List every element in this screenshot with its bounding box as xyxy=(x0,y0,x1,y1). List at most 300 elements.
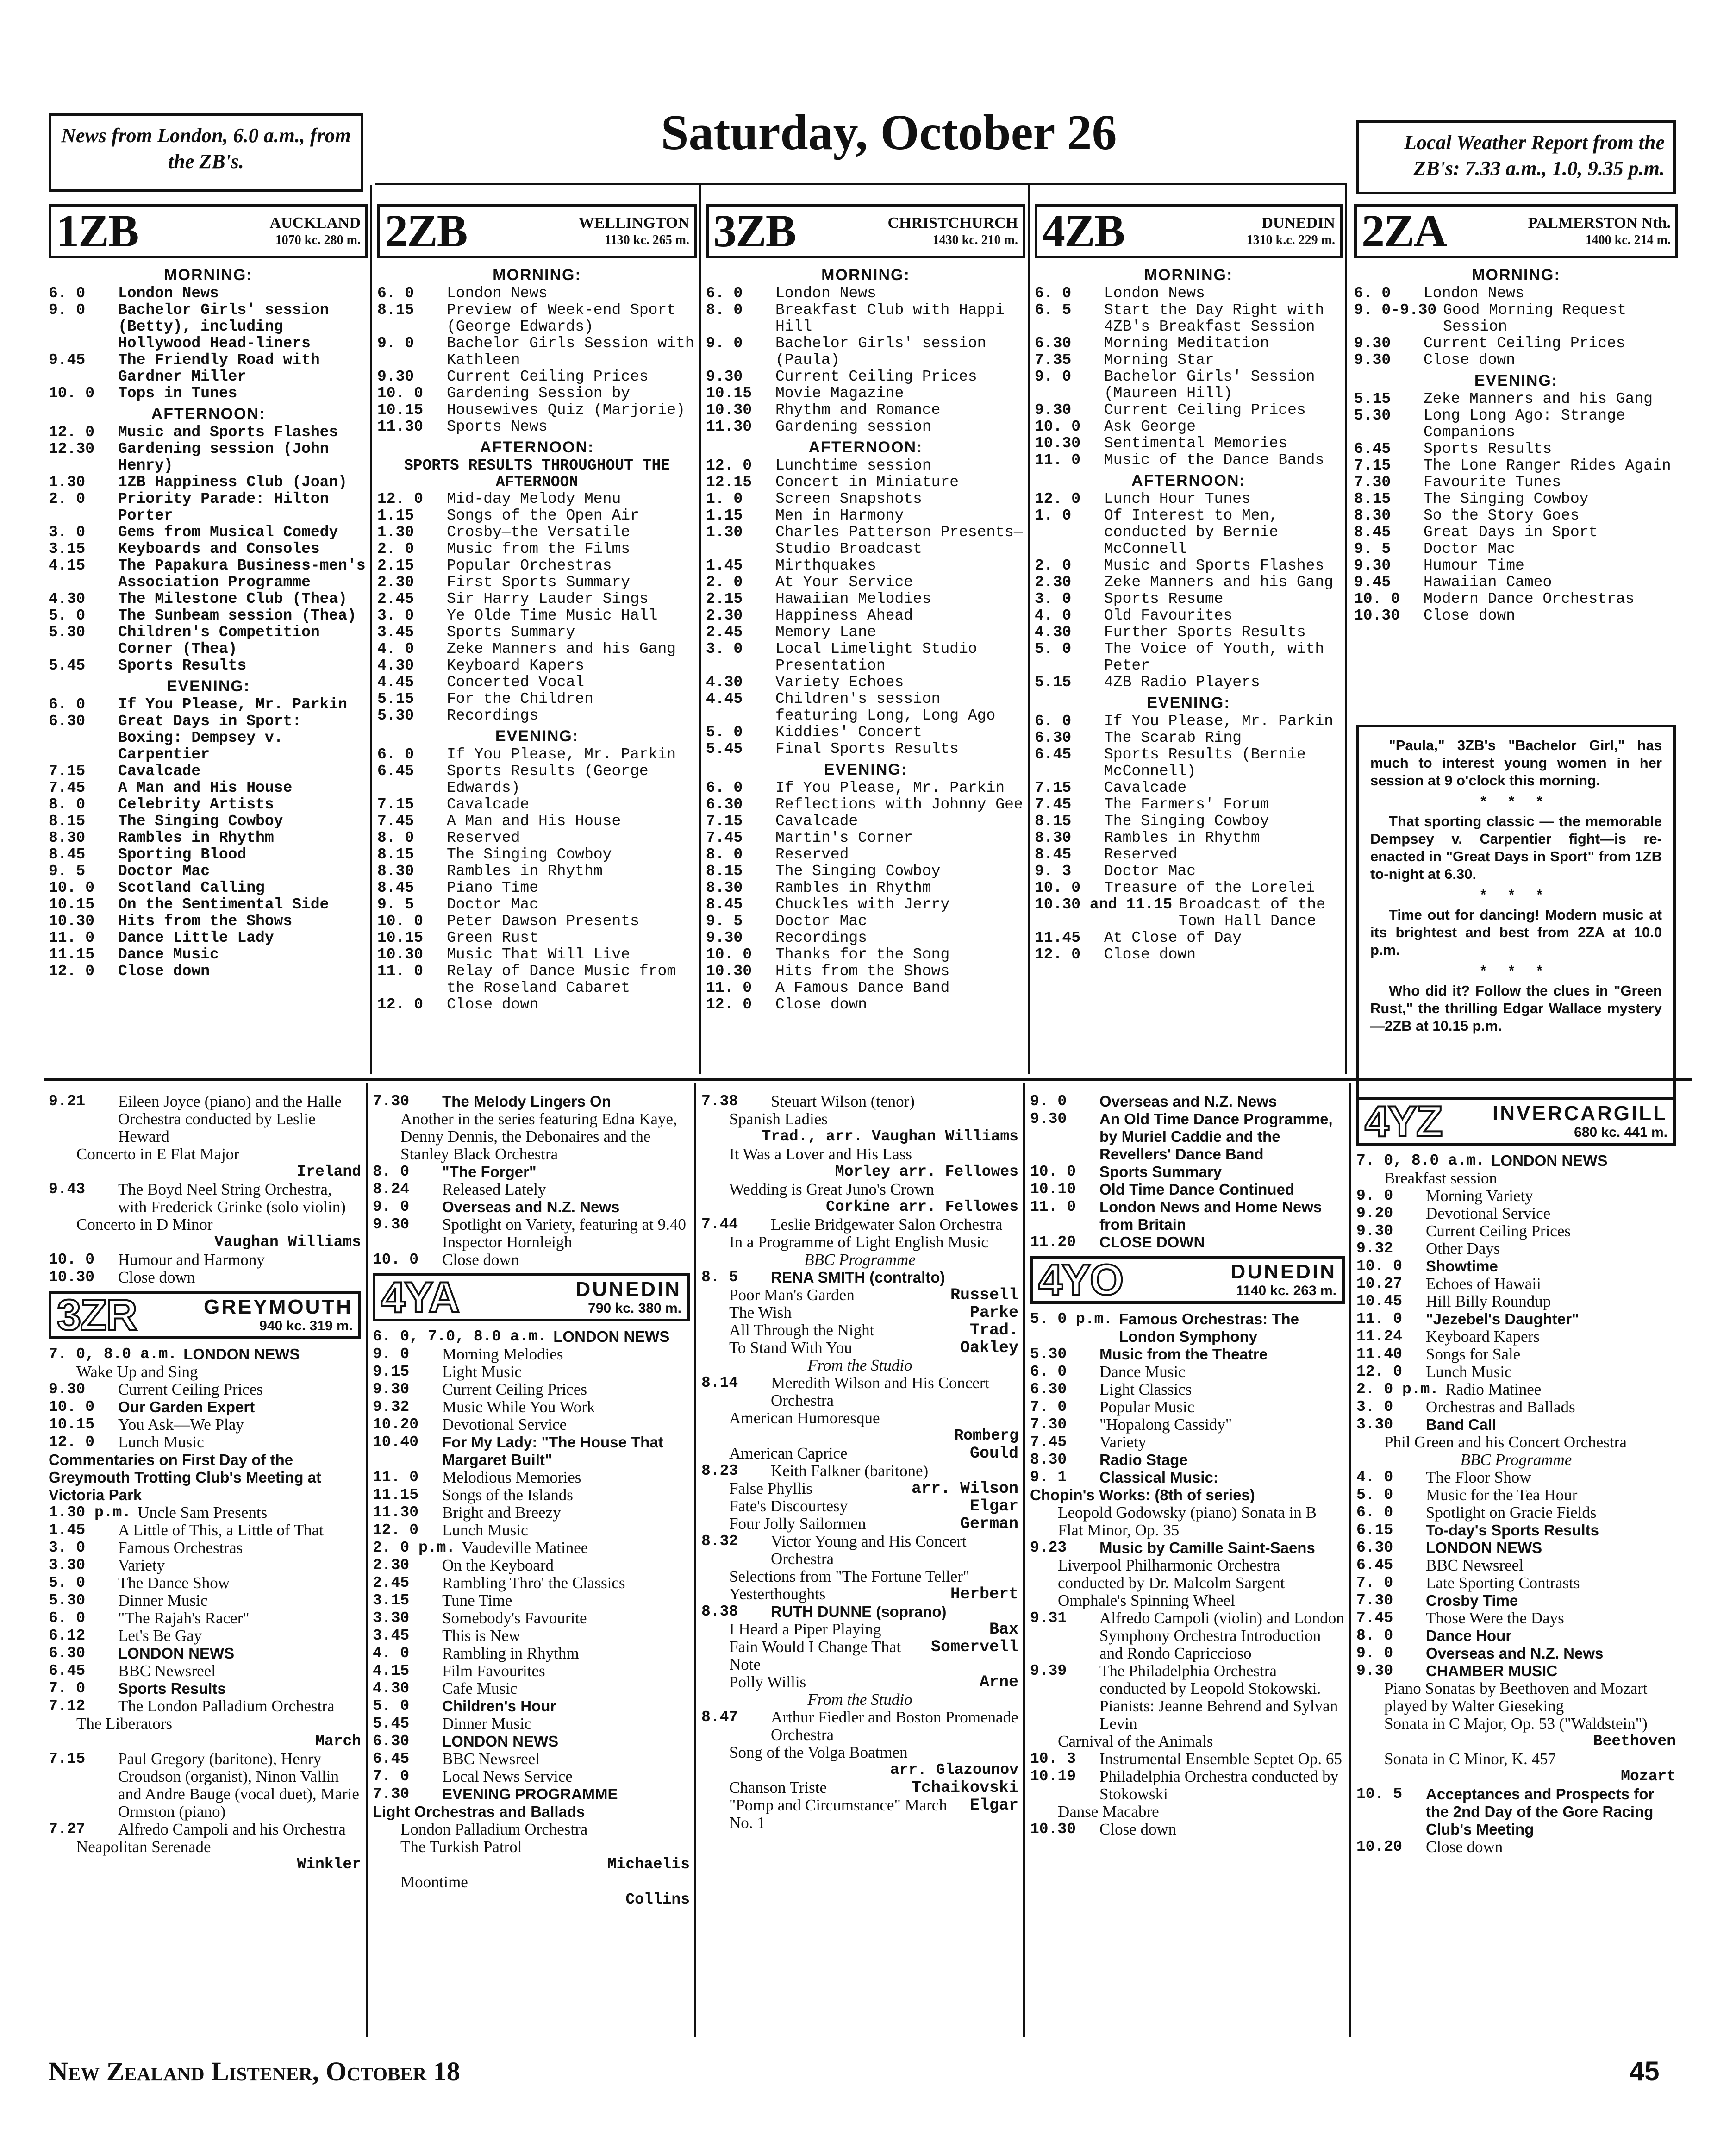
station-header xyxy=(377,204,697,258)
schedule-program: Priority Parade: Hilton Porter xyxy=(118,490,329,524)
schedule-item xyxy=(377,385,697,402)
schedule-item xyxy=(377,335,697,369)
schedule-time: 9.30 xyxy=(49,1381,86,1398)
schedule-item xyxy=(1356,1398,1676,1416)
schedule-time: 3.15 xyxy=(373,1592,410,1609)
schedule-item xyxy=(1035,796,1343,813)
work-title: Sonata in C Minor, K. 457 xyxy=(1384,1750,1556,1768)
schedule-item xyxy=(1356,1363,1676,1381)
schedule-time: 5.30 xyxy=(49,1592,86,1609)
schedule-time: 8.30 xyxy=(49,829,86,846)
schedule-item xyxy=(1035,746,1343,780)
composer: Russell xyxy=(950,1286,1018,1304)
column-rule xyxy=(1028,185,1030,1074)
schedule-program: London News xyxy=(447,285,548,302)
schedule-program: Overseas and N.Z. News xyxy=(442,1198,620,1215)
schedule-time: 5. 0 xyxy=(49,1574,86,1591)
schedule-program: Mid-day Melody Menu xyxy=(447,490,621,507)
schedule-time: 10. 0 xyxy=(373,1251,419,1268)
schedule-program: Close down xyxy=(1426,1838,1503,1856)
schedule-time: 8.15 xyxy=(1354,490,1391,507)
schedule-item xyxy=(706,524,1025,557)
column-rule xyxy=(370,185,372,1074)
schedule-time: 9.30 xyxy=(1354,335,1391,352)
schedule-item xyxy=(706,335,1025,369)
schedule-time: 10. 0 xyxy=(1035,879,1081,896)
work-title xyxy=(701,1497,1018,1515)
schedule-program: London News xyxy=(118,285,219,302)
schedule-program: So the Story Goes xyxy=(1424,507,1580,524)
schedule-item xyxy=(1035,402,1343,419)
schedule-program: To-day's Sports Results xyxy=(1426,1522,1599,1539)
schedule-time: 12.15 xyxy=(706,474,752,491)
schedule-time: 7.12 xyxy=(49,1697,86,1715)
work-name: Fain Would I Change That Note xyxy=(729,1638,901,1673)
schedule-program: BBC Newsreel xyxy=(118,1662,216,1680)
work-title: The Turkish Patrol xyxy=(400,1838,522,1856)
work-name: The Wish xyxy=(729,1303,792,1321)
station-city: GREYMOUTH xyxy=(204,1296,353,1318)
schedule-item xyxy=(49,1627,361,1645)
schedule-time: 8. 0 xyxy=(706,846,743,863)
schedule-time: 6. 0 xyxy=(1030,1363,1067,1380)
schedule-time: 5. 0 xyxy=(1356,1486,1393,1503)
schedule-time: 7.30 xyxy=(1030,1416,1067,1433)
schedule-program: Uncle Sam Presents xyxy=(137,1503,268,1522)
schedule-item xyxy=(1030,1110,1345,1163)
schedule-time: 10.30 and 11.15 xyxy=(1035,896,1173,913)
schedule-program: Close down xyxy=(1424,351,1516,369)
schedule-item xyxy=(377,880,697,896)
schedule-item xyxy=(1030,1434,1345,1451)
composer: Corkine arr. Fellowes xyxy=(826,1198,1018,1215)
schedule-item xyxy=(373,1486,690,1504)
work-title xyxy=(701,1585,1018,1603)
schedule-time: 8.30 xyxy=(377,863,414,880)
section-heading: MORNING: xyxy=(821,266,910,284)
schedule-program: Treasure of the Lorelei xyxy=(1104,879,1315,896)
schedule-program: Arthur Fiedler and Boston Promenade Orchestra xyxy=(771,1708,1018,1744)
promo-separator: * * * xyxy=(1480,962,1552,978)
schedule-program: The Lone Ranger Rides Again xyxy=(1424,457,1671,474)
work-title: Piano Sonatas by Beethoven and Mozart played by Walter Gieseking xyxy=(1384,1679,1648,1715)
schedule-time: 2.30 xyxy=(377,574,414,591)
schedule-time: 3. 0 xyxy=(1035,590,1072,607)
composer: Vaughan Williams xyxy=(214,1234,361,1251)
schedule-column xyxy=(701,1093,1018,1832)
work-title: Danse Macabre xyxy=(1058,1803,1159,1821)
work-title xyxy=(701,1621,1018,1638)
work-title xyxy=(701,1339,1018,1357)
schedule-item xyxy=(701,1093,1018,1110)
schedule-program: Close down xyxy=(118,1268,195,1286)
schedule-column xyxy=(1030,1093,1345,1838)
schedule-program: Reserved xyxy=(1104,846,1178,863)
schedule-program: Gardening session xyxy=(775,418,931,435)
schedule-item xyxy=(49,1381,361,1398)
schedule-time: 10.30 xyxy=(1030,1821,1076,1838)
station-header xyxy=(1354,204,1678,258)
schedule-program: Dinner Music xyxy=(442,1715,532,1733)
schedule-item xyxy=(706,574,1025,591)
work-title xyxy=(701,1321,1018,1339)
schedule-item xyxy=(49,963,368,980)
schedule-time: 5. 0 xyxy=(706,724,743,741)
schedule-time: 10.30 xyxy=(706,963,752,980)
schedule-time: 10. 0 xyxy=(49,1251,95,1268)
schedule-program: Chuckles with Jerry xyxy=(775,896,950,913)
work-title xyxy=(701,1779,1018,1797)
schedule-time: 8.30 xyxy=(1035,829,1072,846)
station-frequency: 790 kc. 380 m. xyxy=(588,1301,681,1316)
schedule-time: 2.30 xyxy=(373,1557,410,1574)
work-title: Selections from "The Fortune Teller" xyxy=(729,1567,970,1585)
schedule-column xyxy=(373,1093,690,1909)
schedule-item xyxy=(49,1522,361,1539)
schedule-item xyxy=(1356,1609,1676,1627)
station-frequency: 1430 kc. 210 m. xyxy=(932,233,1018,247)
schedule-item xyxy=(1356,1240,1676,1258)
schedule-item xyxy=(1354,457,1678,474)
programme-credit: From the Studio xyxy=(807,1691,912,1709)
schedule-time: 6. 0 xyxy=(1354,285,1391,302)
schedule-program: London News xyxy=(1104,285,1205,302)
schedule-time: 2. 0 xyxy=(706,574,743,591)
station-callsign: 3ZR xyxy=(57,1290,137,1339)
schedule-item xyxy=(373,1592,690,1609)
schedule-program: Doctor Mac xyxy=(118,863,210,880)
schedule-time: 9.30 xyxy=(373,1216,410,1233)
station-info xyxy=(1446,214,1671,248)
schedule-time: 2. 0 p.m. xyxy=(1356,1381,1439,1398)
schedule-program: Doctor Mac xyxy=(775,913,868,930)
schedule-item xyxy=(1356,1258,1676,1275)
schedule-program: Cafe Music xyxy=(442,1679,518,1697)
schedule-program: Broadcast of the Town Hall Dance xyxy=(1179,896,1325,930)
work-title: Neapolitan Serenade xyxy=(76,1838,211,1856)
schedule-program: The Floor Show xyxy=(1426,1468,1531,1486)
schedule-program: Late Sporting Contrasts xyxy=(1426,1574,1580,1592)
station-callsign: 4ZB xyxy=(1042,205,1124,257)
schedule-program: For the Children xyxy=(447,690,593,708)
schedule-program: Orchestras and Ballads xyxy=(1426,1398,1575,1416)
schedule-time: 5. 0 xyxy=(49,607,86,624)
schedule-time: 7.35 xyxy=(1035,351,1072,369)
schedule-item xyxy=(49,302,368,352)
schedule-item xyxy=(1354,352,1678,369)
station-frequency: 680 kc. 441 m. xyxy=(1574,1125,1667,1140)
schedule-item xyxy=(1356,1293,1676,1310)
schedule-time: 1. 0 xyxy=(706,490,743,507)
schedule-time: 2. 0 xyxy=(377,540,414,557)
composer: Trad. xyxy=(969,1321,1018,1340)
schedule-item xyxy=(373,1768,690,1785)
schedule-time: 10.10 xyxy=(1030,1181,1076,1198)
schedule-program: Close down xyxy=(1099,1820,1177,1838)
schedule-program: Current Ceiling Prices xyxy=(1104,401,1306,419)
schedule-item xyxy=(706,285,1025,302)
schedule-item xyxy=(706,863,1025,880)
schedule-item xyxy=(1356,1486,1676,1504)
schedule-item xyxy=(706,780,1025,796)
schedule-time: 3.30 xyxy=(49,1557,86,1574)
station-callsign: 2ZB xyxy=(385,205,467,257)
schedule-program: If You Please, Mr. Parkin xyxy=(118,696,348,713)
schedule-time: 8.24 xyxy=(373,1181,410,1198)
schedule-time: 3. 0 xyxy=(706,640,743,657)
work-name: False Phyllis xyxy=(729,1479,812,1497)
schedule-program: Zeke Manners and his Gang xyxy=(1424,390,1653,407)
schedule-time: 8.14 xyxy=(701,1374,738,1391)
schedule-time: 8.47 xyxy=(701,1709,738,1726)
schedule-program: Lunch Hour Tunes xyxy=(1104,490,1251,507)
schedule-time: 9. 0 xyxy=(373,1346,410,1363)
schedule-time: 10. 0 xyxy=(49,879,95,896)
schedule-time: 8.32 xyxy=(701,1533,738,1550)
work-title: The Liberators xyxy=(76,1715,172,1733)
schedule-item xyxy=(49,607,368,624)
schedule-program: Happiness Ahead xyxy=(775,607,913,624)
schedule-program: Let's Be Gay xyxy=(118,1627,202,1645)
schedule-heading: Commentaries on First Day of the Greymouth Trotting Club's Meeting at Victoria Park xyxy=(49,1451,322,1503)
schedule-program: Peter Dawson Presents xyxy=(447,913,639,930)
schedule-time: 3. 0 xyxy=(49,524,86,541)
schedule-item xyxy=(1030,1093,1345,1110)
schedule-item xyxy=(1356,1205,1676,1222)
schedule-item xyxy=(373,1574,690,1592)
work-title: American Humoresque xyxy=(729,1409,880,1427)
work-title: Breakfast session xyxy=(1384,1169,1497,1187)
schedule-program: If You Please, Mr. Parkin xyxy=(1104,713,1334,730)
schedule-time: 4. 0 xyxy=(1356,1469,1393,1486)
schedule-program: Reserved xyxy=(447,829,520,846)
schedule-item xyxy=(706,624,1025,641)
composer: March xyxy=(315,1733,361,1750)
work-title: Wake Up and Sing xyxy=(76,1363,198,1381)
schedule-time: 7. 0 xyxy=(49,1680,86,1697)
schedule-program: The Farmers' Forum xyxy=(1104,796,1269,813)
schedule-time: 8.30 xyxy=(1354,507,1391,524)
schedule-item xyxy=(1354,335,1678,352)
schedule-item xyxy=(49,1680,361,1697)
schedule-program: The Singing Cowboy xyxy=(447,846,612,863)
schedule-program: If You Please, Mr. Parkin xyxy=(775,779,1005,796)
schedule-item xyxy=(1030,1609,1345,1662)
schedule-time: 11. 0 xyxy=(1356,1310,1403,1327)
schedule-item xyxy=(1354,407,1678,441)
schedule-program: Morning Meditation xyxy=(1104,335,1269,352)
schedule-program: Hawaiian Cameo xyxy=(1424,574,1552,591)
schedule-program: BBC Newsreel xyxy=(442,1750,540,1768)
schedule-item xyxy=(1035,713,1343,730)
schedule-time: 8.15 xyxy=(377,846,414,863)
schedule-item xyxy=(49,1398,361,1416)
schedule-program: The Friendly Road with Gardner Miller xyxy=(118,351,320,385)
schedule-program: Keyboard Kapers xyxy=(447,657,585,674)
schedule-program: BBC Newsreel xyxy=(1426,1556,1524,1574)
schedule-time: 9.30 xyxy=(1035,401,1072,419)
schedule-item xyxy=(1354,524,1678,541)
station-info xyxy=(459,1278,681,1316)
schedule-item xyxy=(377,796,697,813)
schedule-time: 12. 0 xyxy=(706,457,752,474)
schedule-program: London News and Home News from Britain xyxy=(1099,1198,1322,1233)
schedule-program: Radio Matinee xyxy=(1445,1380,1542,1398)
schedule-program: Songs for Sale xyxy=(1426,1345,1521,1363)
schedule-program: Bachelor Girls' session (Betty), including Hollywood Head-liners xyxy=(118,301,329,352)
schedule-program: Mirthquakes xyxy=(775,557,876,574)
schedule-item xyxy=(373,1733,690,1750)
schedule-program: Zeke Manners and his Gang xyxy=(1104,574,1334,591)
schedule-item xyxy=(49,1416,361,1434)
schedule-program: Great Days in Sport: Boxing: Dempsey v. Carpentier xyxy=(118,713,302,763)
schedule-time: 8.15 xyxy=(49,813,86,830)
schedule-item xyxy=(1356,1222,1676,1240)
schedule-program: Reserved xyxy=(775,846,849,863)
schedule-program: Hits from the Shows xyxy=(775,963,950,980)
schedule-program: On the Keyboard xyxy=(442,1556,554,1574)
schedule-time: 7.45 xyxy=(1356,1609,1393,1627)
schedule-item xyxy=(373,1504,690,1522)
schedule-program: Music of the Dance Bands xyxy=(1104,451,1324,469)
schedule-item xyxy=(49,1181,361,1216)
schedule-item xyxy=(1030,1198,1345,1234)
schedule-item xyxy=(373,1346,690,1363)
schedule-time: 5.30 xyxy=(49,624,86,641)
schedule-time: 10. 0 xyxy=(49,385,95,402)
schedule-program: Rambles in Rhythm xyxy=(1104,829,1260,846)
schedule-item xyxy=(49,696,368,713)
schedule-time: 6.30 xyxy=(373,1733,410,1750)
schedule-program: Eileen Joyce (piano) and the Halle Orchestra conducted by Leslie Heward xyxy=(118,1092,342,1146)
schedule-program: The Scarab Ring xyxy=(1104,729,1242,746)
promo-paragraph: Time out for dancing! Modern music at its brightest and best from 2ZA at 10.0 p.m. xyxy=(1370,907,1662,958)
schedule-program: On the Sentimental Side xyxy=(118,896,329,913)
news-note-box xyxy=(49,113,363,192)
schedule-time: 6.30 xyxy=(1035,729,1072,746)
schedule-program: Sports Summary xyxy=(447,624,575,641)
schedule-item xyxy=(377,674,697,691)
schedule-program: Music That Will Live xyxy=(447,946,631,963)
schedule-program: A Little of This, a Little of That xyxy=(118,1521,324,1539)
schedule-item xyxy=(706,896,1025,913)
schedule-item xyxy=(1354,285,1678,302)
schedule-program: Current Ceiling Prices xyxy=(1424,335,1625,352)
station-callsign: 4YZ xyxy=(1365,1097,1442,1146)
schedule-time: 6.15 xyxy=(1356,1522,1393,1539)
work-name: All Through the Night xyxy=(729,1321,874,1339)
schedule-time: 7. 0 xyxy=(1356,1574,1393,1591)
schedule-time: 7.15 xyxy=(706,813,743,830)
schedule-time: 8.30 xyxy=(1030,1451,1067,1468)
schedule-time: 9. 0 xyxy=(377,335,414,352)
station-info xyxy=(138,214,361,248)
schedule-item xyxy=(49,880,368,896)
schedule-time: 2.45 xyxy=(377,590,414,607)
composer: Elgar xyxy=(969,1497,1018,1515)
section-heading: AFTERNOON: xyxy=(808,438,923,456)
schedule-program: Cavalcade xyxy=(1104,779,1187,796)
schedule-program: The Dance Show xyxy=(118,1574,230,1592)
schedule-time: 9.43 xyxy=(49,1181,86,1198)
schedule-program: Doctor Mac xyxy=(1424,540,1516,557)
schedule-time: 12. 0 xyxy=(373,1522,419,1539)
schedule-item xyxy=(1356,1328,1676,1346)
composer: Oakley xyxy=(960,1339,1018,1357)
schedule-item xyxy=(377,591,697,607)
schedule-program: The Sunbeam session (Thea) xyxy=(118,607,356,624)
schedule-program: Old Favourites xyxy=(1104,607,1233,624)
station-frequency: 1310 k.c. 229 m. xyxy=(1246,233,1335,247)
schedule-item xyxy=(49,930,368,946)
schedule-time: 7.45 xyxy=(49,779,86,796)
station-header xyxy=(1035,204,1343,258)
schedule-time: 8.45 xyxy=(377,879,414,896)
schedule-time: 11.24 xyxy=(1356,1328,1403,1345)
schedule-item xyxy=(49,557,368,591)
station-city: DUNEDIN xyxy=(1230,1260,1336,1283)
station-info xyxy=(795,214,1018,248)
schedule-program: Kiddies' Concert xyxy=(775,724,922,741)
work-name: To Stand With You xyxy=(729,1339,852,1357)
section-heading: AFTERNOON: xyxy=(480,438,594,456)
schedule-program: The Philadelphia Orchestra conducted by Leopold Stokowski. Pianists: Jeanne Behrend and Sylvan Levin xyxy=(1099,1662,1338,1733)
schedule-item xyxy=(377,708,697,724)
work-title: Phil Green and his Concert Orchestra xyxy=(1384,1433,1627,1451)
schedule-program: Somebody's Favourite xyxy=(442,1609,587,1627)
schedule-program: Memory Lane xyxy=(775,624,876,641)
schedule-time: 10.20 xyxy=(1356,1838,1403,1855)
schedule-program: Bachelor Girls' session (Paula) xyxy=(775,335,987,369)
schedule-time: 10.45 xyxy=(1356,1293,1403,1310)
schedule-time: 11.30 xyxy=(706,418,752,435)
schedule-time: 7.45 xyxy=(1030,1434,1067,1451)
schedule-item xyxy=(373,1645,690,1662)
schedule-item xyxy=(701,1603,1018,1621)
schedule-time: 11.15 xyxy=(373,1486,419,1503)
schedule-item xyxy=(1030,1451,1345,1469)
schedule-program: Sports Results xyxy=(118,657,247,674)
schedule-program: Relay of Dance Music from the Roseland Cabaret xyxy=(447,963,676,996)
schedule-item xyxy=(1356,1346,1676,1363)
schedule-item xyxy=(49,1251,361,1269)
station-frequency: 1140 kc. 263 m. xyxy=(1236,1283,1336,1298)
schedule-item xyxy=(49,1574,361,1592)
schedule-time: 11. 0 xyxy=(373,1469,419,1486)
schedule-program: Music from the Theatre xyxy=(1099,1346,1268,1363)
schedule-item xyxy=(1356,1785,1676,1838)
schedule-item xyxy=(49,1434,361,1451)
schedule-item xyxy=(49,491,368,524)
schedule-time: 12. 0 xyxy=(49,1434,95,1451)
schedule-item xyxy=(706,846,1025,863)
schedule-item xyxy=(1035,335,1343,352)
schedule-item xyxy=(1035,607,1343,624)
programme-credit: From the Studio xyxy=(807,1356,912,1374)
schedule-time: 11.40 xyxy=(1356,1346,1403,1363)
schedule-program: Concerted Vocal xyxy=(447,674,585,691)
schedule-item xyxy=(701,1269,1018,1286)
schedule-item xyxy=(1035,419,1343,435)
schedule-time: 8.45 xyxy=(1035,846,1072,863)
schedule-item xyxy=(49,1269,361,1286)
work-name: Yesterthoughts xyxy=(729,1585,826,1603)
schedule-program: The Voice of Youth, with Peter xyxy=(1104,640,1324,674)
schedule-time: 6. 0 xyxy=(49,1609,86,1627)
schedule-item xyxy=(1035,780,1343,796)
schedule-item xyxy=(1030,1469,1345,1486)
schedule-program: Sports News xyxy=(447,418,548,435)
